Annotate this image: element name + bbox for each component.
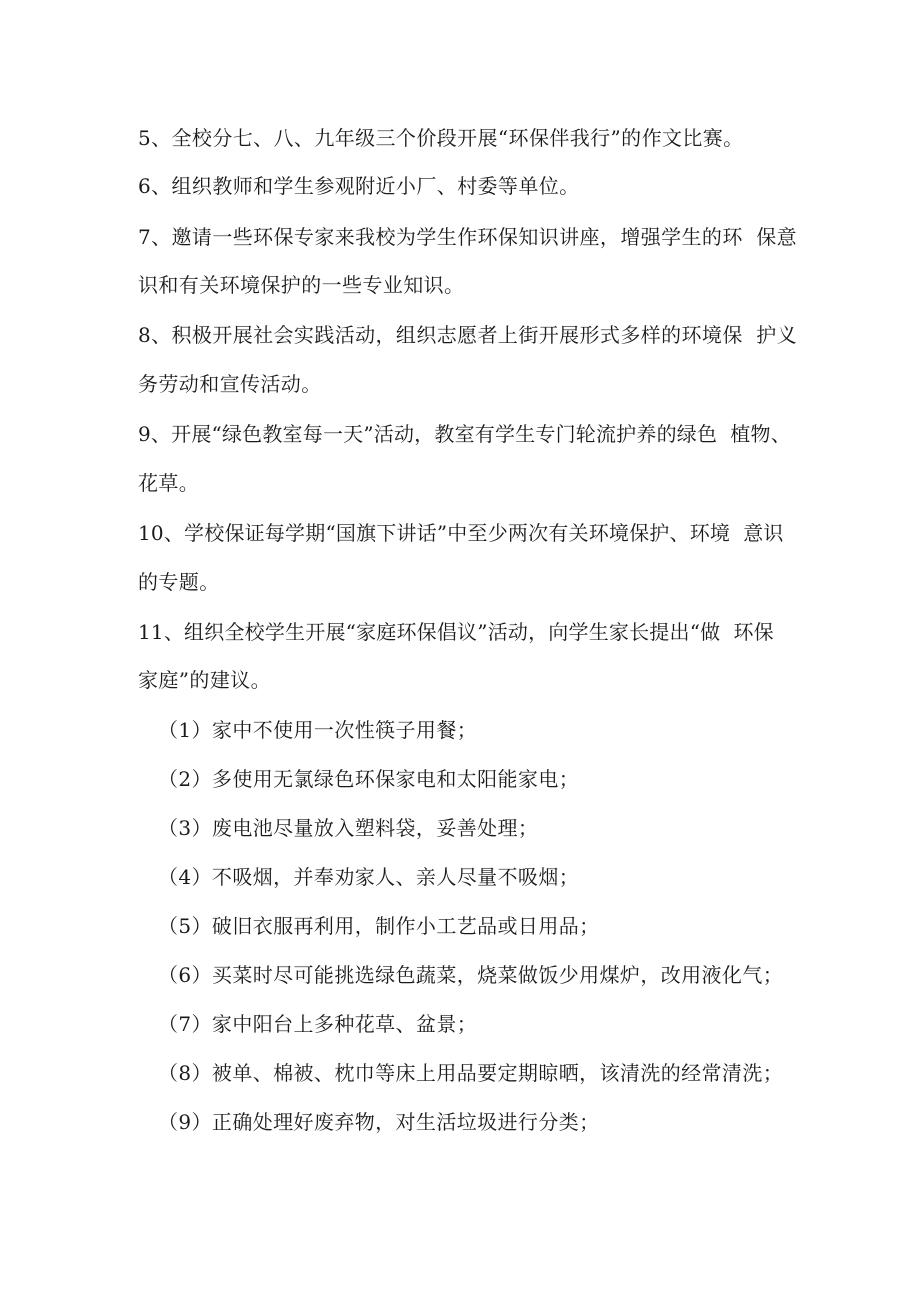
item-line: 8、积极开展社会实践活动，组织志愿者上街开展形式多样的环境保 护义 — [138, 323, 798, 347]
item-line-continued: 家庭”的建议。 — [138, 668, 272, 692]
suggestion-item: （3）废电池尽量放入塑料袋，妥善处理； — [158, 816, 539, 840]
item-line: 5、全校分七、八、九年级三个价段开展“环保伴我行”的作文比赛。 — [138, 126, 744, 150]
suggestion-item: （7）家中阳台上多种花草、盆景； — [158, 1012, 478, 1036]
suggestion-item: （4）不吸烟，并奉劝家人、亲人尽量不吸烟； — [158, 865, 580, 889]
item-line: 10、学校保证每学期“国旗下讲话”中至少两次有关环境保护、环境 意识 — [138, 521, 784, 545]
suggestion-item: （9）正确处理好废弃物，对生活垃圾进行分类； — [158, 1110, 600, 1134]
item-line-continued: 识和有关环境保护的一些专业知识。 — [138, 273, 465, 297]
suggestion-item: （1）家中不使用一次性筷子用餐； — [158, 718, 478, 742]
suggestion-item: （6）买菜时尽可能挑选绿色蔬菜，烧菜做饭少用煤炉，改用液化气； — [158, 963, 784, 987]
item-line-continued: 务劳动和宣传活动。 — [138, 372, 322, 396]
item-line-continued: 花草。 — [138, 471, 200, 495]
suggestion-item: （5）破旧衣服再利用，制作小工艺品或日用品； — [158, 914, 600, 938]
suggestion-item: （8）被单、棉被、枕巾等床上用品要定期晾晒，该清洗的经常清洗； — [158, 1061, 784, 1085]
item-line: 11、组织全校学生开展“家庭环保倡议”活动，向学生家长提出“做 环保 — [138, 620, 774, 644]
item-line: 9、开展“绿色教室每一天”活动，教室有学生专门轮流护养的绿色 植物、 — [138, 422, 791, 446]
item-line: 6、组织教师和学生参观附近小厂、村委等单位。 — [138, 174, 580, 198]
item-line: 7、邀请一些环保专家来我校为学生作环保知识讲座，增强学生的环 保意 — [138, 225, 798, 249]
item-line-continued: 的专题。 — [138, 570, 220, 594]
suggestion-item: （2）多使用无氯绿色环保家电和太阳能家电； — [158, 767, 580, 791]
